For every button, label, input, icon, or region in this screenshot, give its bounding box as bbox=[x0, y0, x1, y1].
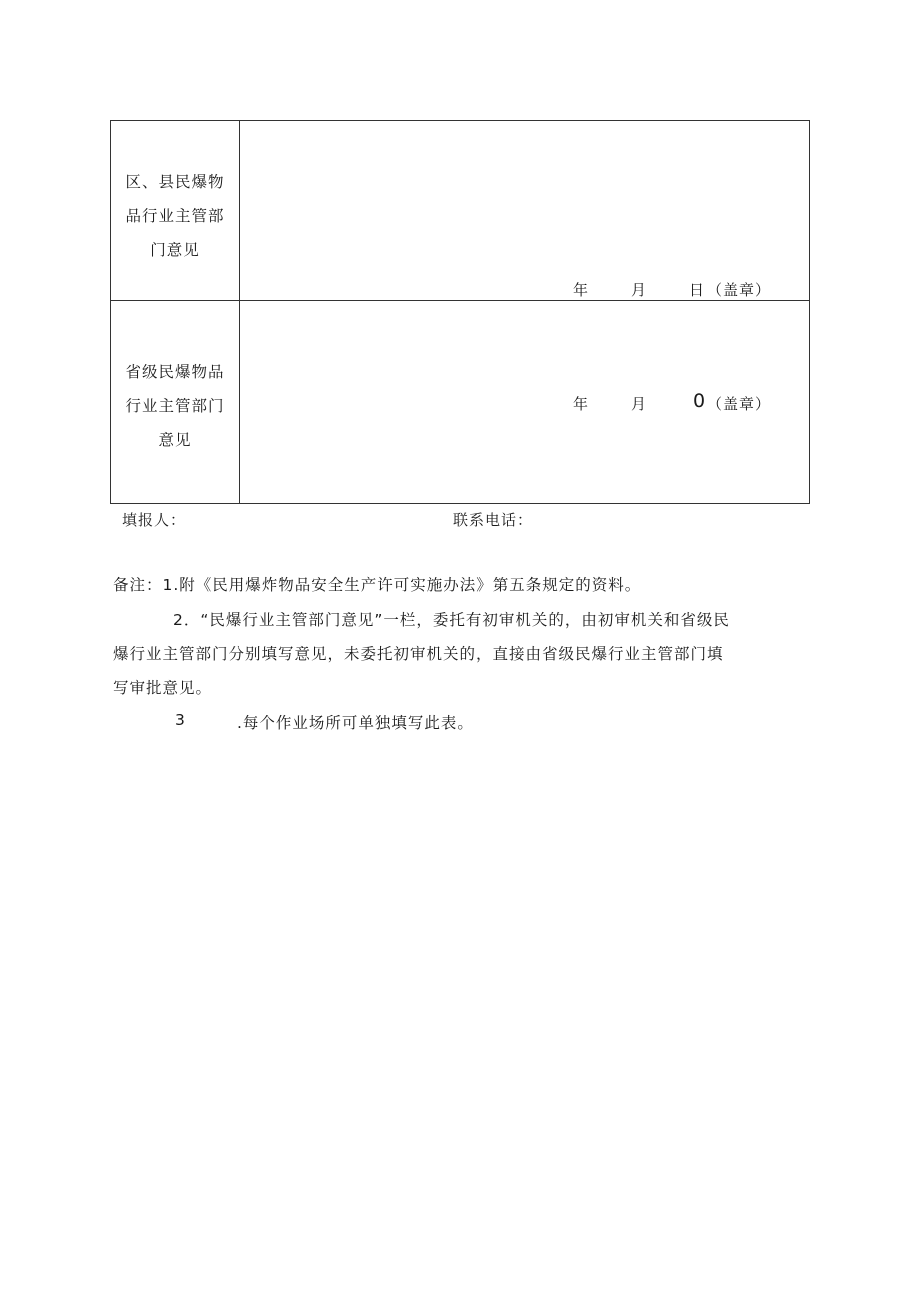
district-opinion-label bbox=[111, 165, 239, 267]
date-day-label: 日 bbox=[689, 281, 706, 299]
label-line: 区、县民爆物 bbox=[125, 173, 225, 191]
approval-form-table bbox=[110, 120, 810, 504]
seal-label: （盖章） bbox=[707, 395, 772, 413]
date-month-label: 月 bbox=[631, 395, 648, 413]
province-opinion-label-cell bbox=[111, 301, 240, 503]
date-year-label: 年 bbox=[573, 395, 590, 413]
note-line-2-continued: 爆行业主管部门分别填写意见，未委托初审机关的，直接由省级民爆行业主管部门填 bbox=[113, 645, 724, 663]
seal-label: （盖章） bbox=[707, 281, 772, 299]
note-line-1: 备注：1.附《民用爆炸物品安全生产许可实施办法》第五条规定的资料。 bbox=[113, 576, 642, 594]
note-line-2-end: 写审批意见。 bbox=[113, 679, 213, 697]
label-line: 门意见 bbox=[150, 241, 200, 259]
label-line: 品行业主管部 bbox=[125, 207, 225, 225]
date-day-label: 0 bbox=[693, 390, 707, 412]
note-3-number: 3 bbox=[175, 711, 186, 729]
date-year-label: 年 bbox=[573, 281, 590, 299]
province-opinion-label bbox=[111, 355, 239, 457]
district-opinion-label-cell bbox=[111, 121, 240, 300]
note-line-3: .每个作业场所可单独填写此表。 bbox=[237, 714, 474, 732]
filler-label: 填报人： bbox=[122, 511, 187, 529]
label-line: 省级民爆物品 bbox=[125, 363, 225, 381]
phone-label: 联系电话： bbox=[453, 511, 534, 529]
table-row-district-opinion bbox=[111, 121, 809, 301]
label-line: 行业主管部门 bbox=[125, 397, 225, 415]
note-line-2: 2．“民爆行业主管部门意见”一栏，委托有初审机关的，由初审机关和省级民 bbox=[173, 611, 730, 629]
date-month-label: 月 bbox=[631, 281, 648, 299]
table-row-province-opinion bbox=[111, 301, 809, 503]
label-line: 意见 bbox=[158, 431, 192, 449]
